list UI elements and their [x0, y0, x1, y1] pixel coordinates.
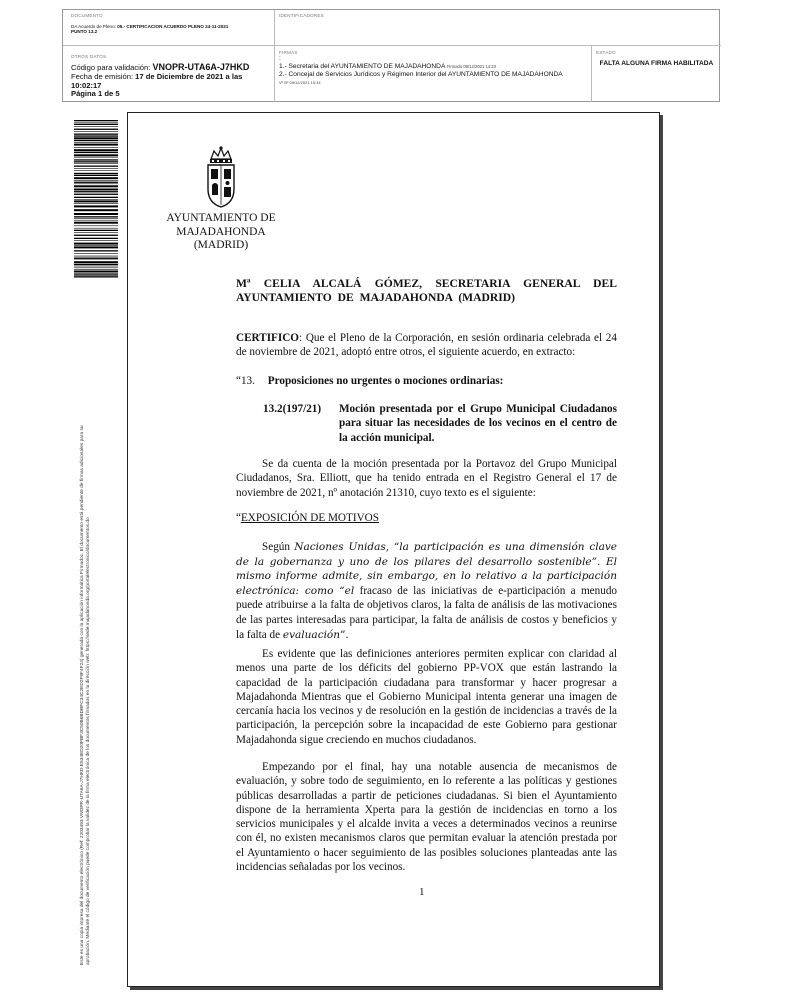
- otros-datos-cell: [63, 46, 275, 102]
- estado-value: FALTA ALGUNA FIRMA HABILITADA: [599, 60, 714, 67]
- side-line-2: aprobación. Mediante el código de verificación puede comprobar la validez de la firma electrónica de los documentos firmados en la dirección web: https://sede.majadahonda.org/portalelectronico/documentos.do: [86, 517, 92, 965]
- page-count: Página 1 de 5: [71, 89, 120, 99]
- letterhead-line-2: MAJADAHONDA: [176, 225, 266, 238]
- firma-1: 1.- Secretaria del AYUNTAMIENTO DE MAJADAHONDA Firmado 09/12/2021 14:33: [279, 63, 496, 70]
- secretaria-heading: Mª CELIA ALCALÁ GÓMEZ, SECRETARIA GENERAL DEL AYUNTAMIENTO DE MAJADAHONDA (MADRID): [236, 277, 617, 305]
- certifico-paragraph: CERTIFICO: Que el Pleno de la Corporación, en sesión ordinaria celebrada el 24 de noviembre de 2021, adoptó entre otros, el siguiente acuerdo, en extracto:: [236, 332, 617, 359]
- item-13-heading: “13. Proposiciones no urgentes o mociones ordinarias:: [236, 375, 504, 387]
- documento-label: DOCUMENTO: [71, 13, 103, 18]
- side-legal-text: [80, 265, 93, 965]
- firma-2-note: Vº Bº 09/12/2021 15:34: [279, 80, 321, 85]
- identificadores-cell: [275, 10, 721, 46]
- page-number: 1: [419, 886, 425, 898]
- documento-text: DA Acuerdo de Pleno: 05.- CERTIFICACION ACUERDO PLENO 24-11-2021 PUNTO 13.2: [71, 24, 229, 34]
- documento-cell: [63, 10, 275, 46]
- validation-info: Código para validación: VNOPR-UTA6A-J7HKD Fecha de emisión: 17 de Diciembre de 2021 a las 10:02:17 Página 1 de 5: [71, 62, 250, 99]
- paragraph-2: Según Naciones Unidas, “la participación es una dimensión clave de la gobernanza y uno de los pilares del desarrollo sostenible”. El mismo informe admite, sin embargo, en lo relativo a la participación electrónica: como “el fracaso de las iniciativas de e-participación a menudo puede atribuirse a la falta de objetivos claros, la falta de análisis de las motivaciones de las partes interesadas para participar, la falta de análisis de costos y beneficios y la falta de evaluación”.: [236, 541, 618, 641]
- paragraph-4: Empezando por el final, hay una notable ausencia de mecanismos de evaluación, y sobre todo de seguimiento, en lo referente a las políticas y gestiones públicas desarrolladas a partir de peticiones ciudadanas. Si bien el Ayuntamiento dispone de la herramienta Xperta para la gestión de incidencias en torno a los servicios municipales y el alcalde invita a veces a determinados vecinos a reunirse con él, no existen mecanismos claros que permitan evaluar la atención prestada por el Ayuntamiento o hacer seguimiento de las posibles soluciones planteadas ante las incidencias señaladas por los vecinos.: [236, 761, 617, 874]
- otros-datos-label: OTROS DATOS: [71, 54, 107, 59]
- barcode-icon: [74, 120, 118, 278]
- firmas-list: : 1.- Secretaria del AYUNTAMIENTO DE MAJADAHONDA Firmado 09/12/2021 14:33 2.- Concejal de Servicios Jurídicos y Régimen Interior del AYUNTAMIENTO DE MAJADAHONDA Vº Bº 09/12/2021 15:34: [279, 55, 587, 87]
- signature-header: [62, 9, 720, 102]
- documento-punto: PUNTO 13.2: [71, 29, 98, 34]
- estado-label: ESTADO: [596, 50, 616, 55]
- firmas-label: FIRMAS: [279, 50, 298, 55]
- certifico-label: CERTIFICO: [236, 332, 300, 344]
- emission-date: 17 de Diciembre de 2021 a las 10:02:17: [71, 71, 243, 90]
- firma-2: 2.- Concejal de Servicios Jurídicos y Régimen Interior del AYUNTAMIENTO DE MAJADAHONDA: [279, 71, 563, 78]
- letterhead-line-1: AYUNTAMIENTO DE: [166, 212, 276, 224]
- paragraph-1: Se da cuenta de la moción presentada por la Portavoz del Grupo Municipal Ciudadanos, Sra. Elliott, que ha tenido entrada en el Registro General el 17 de noviembre de 2021, nº anotación 21310, cuyo texto es el siguiente:: [236, 458, 617, 499]
- letterhead-line-3: (MADRID): [193, 239, 249, 251]
- validation-code[interactable]: VNOPR-UTA6A-J7HKD: [152, 62, 250, 72]
- identificadores-label: IDENTIFICADORES: [279, 13, 324, 18]
- side-line-1: Este es una copia impresa del documento electrónico (Ref: 2203493 VNOPR-UTA6A-J7HKD E534ED20FBF3C50B6BDBFC34C2ED2F9F4F24) generada con la aplicación informática Firmadoc. El documento está pendiente de firmas adicionales para su: [80, 425, 85, 965]
- item-13-2-number: 13.2(197/21): [263, 403, 322, 415]
- item-13-2-title: Moción presentada por el Grupo Municipal Ciudadanos para situar las necesidades de los vecinos en el centro de la acción municipal.: [339, 403, 617, 444]
- exposicion-heading: “EXPOSICIÓN DE MOTIVOS: [236, 512, 379, 524]
- paragraph-3: Es evidente que las definiciones anteriores permiten explicar con claridad al menos una parte de los déficits del gobierno PP-VOX que están lastrando la capacidad de la participación ciudadana para transformar y hacer progresar a Majadahonda Mientras que el Gobierno Municipal intenta generar una imagen de cercanía hacia los vecinos y de resolución en la gestión de incidencias a través de la participación, la percepción sobre la incapacidad de este Gobierno para gestionar Majadahonda sigue creciendo en muchos ciudadanos.: [236, 648, 617, 746]
- estado-cell: [592, 46, 721, 102]
- coat-of-arms-icon: [203, 145, 239, 211]
- firmas-cell: [275, 46, 592, 102]
- letterhead: [160, 212, 282, 253]
